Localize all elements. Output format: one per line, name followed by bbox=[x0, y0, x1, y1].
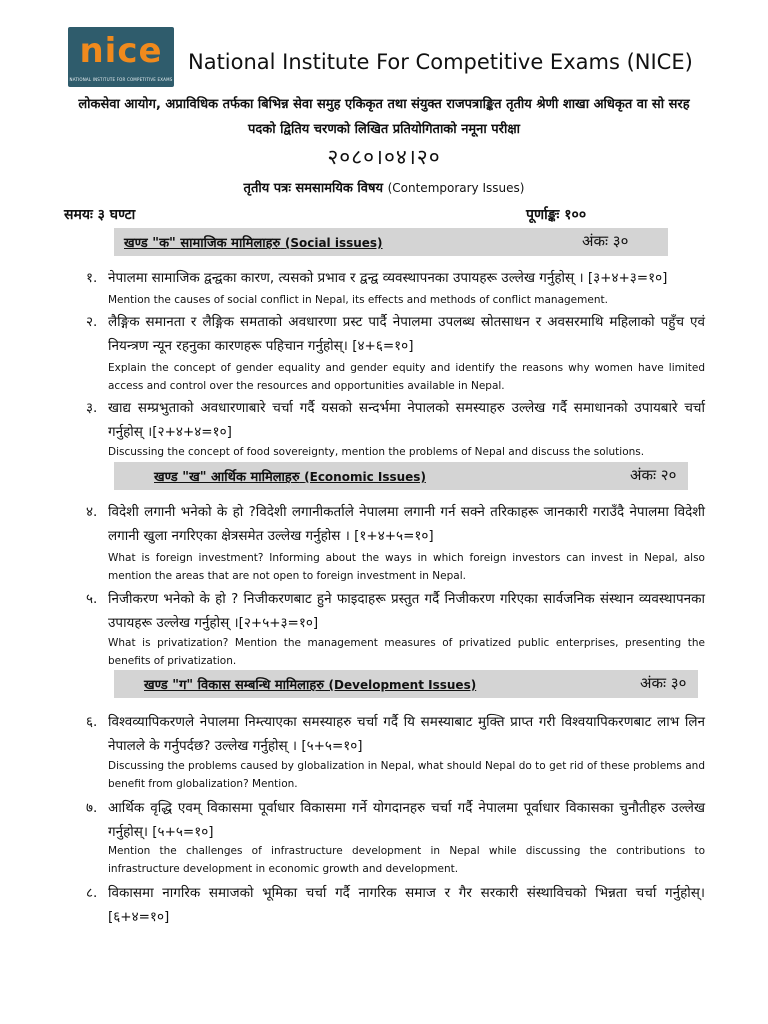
exam-intro-line-1: लोकसेवा आयोग, अप्राविधिक तर्फका बिभिन्न सेवा समुह एकिकृत तथा संयुक्त राजपत्राङ्कित तृतीय श्रेणी शाखा अधिकृत वा सो सरह bbox=[78, 97, 690, 112]
question-6-number: ६. bbox=[86, 714, 98, 730]
question-1-english: Mention the causes of social conflict in Nepal, its effects and methods of conflict management. bbox=[108, 294, 608, 306]
section-c-marks: अंकः ३० bbox=[640, 674, 687, 692]
question-5-number: ५. bbox=[86, 591, 98, 607]
exam-intro-line-2: पदको द्वितिय चरणको लिखित प्रतियोगिताको नमूना परीक्षा bbox=[247, 122, 521, 137]
exam-date: २०८०।०४।२० bbox=[327, 145, 441, 169]
question-3-text: खाद्य सम्प्रभुताको अवधारणाबारे चर्चा गर्दै यसको सन्दर्भमा नेपालको समस्याहरु उल्लेख गर्दै समाधानको उपायबारे चर्चा गर्नुहोस् ।[२+४+४=१०] bbox=[108, 400, 705, 440]
paper-title bbox=[40, 178, 728, 196]
question-6-english: Discussing the problems caused by globalization in Nepal, what should Nepal do to get rid of these problems and benefit from globalization? Mention. bbox=[108, 760, 705, 790]
question-1-number: १. bbox=[86, 270, 98, 286]
section-c-title-en: (Development Issues) bbox=[328, 678, 477, 692]
section-a-title-en: (Social issues) bbox=[284, 236, 383, 250]
section-a-marks: अंकः ३० bbox=[582, 232, 629, 250]
section-a-bar bbox=[114, 228, 668, 256]
question-7-number: ७. bbox=[86, 800, 98, 816]
question-5-english: What is privatization? Mention the management measures of privatized public enterprises, presenting the benefits of privatization. bbox=[108, 637, 705, 667]
section-b-title-np: खण्ड "ख" आर्थिक मामिलाहरु bbox=[154, 470, 300, 485]
section-c-bar bbox=[114, 670, 698, 698]
section-b-bar bbox=[114, 462, 688, 490]
section-b-marks: अंकः २० bbox=[630, 466, 677, 484]
question-4-english: What is foreign investment? Informing about the ways in which foreign investors can invest in Nepal, also mention the areas that are not open to foreign investment in Nepal. bbox=[108, 552, 705, 582]
nice-logo bbox=[68, 27, 174, 87]
question-3-number: ३. bbox=[86, 400, 98, 416]
question-6-text: विश्वव्यापिकरणले नेपालमा निम्त्याएका समस्याहरु चर्चा गर्दै यि समस्याबाट मुक्ति प्राप्त गरी विश्वयापिकरणबाट लाभ लिन नेपालले के गर्नुपर्दछ? उल्लेख गर्नुहोस् । [५+५=१०] bbox=[108, 714, 705, 754]
question-2-english: Explain the concept of gender equality and gender equity and identify the reasons why women have limited access and control over the resources and opportunities available in Nepal. bbox=[108, 362, 705, 392]
section-c-title-np: खण्ड "ग" विकास सम्बन्धि मामिलाहरु bbox=[144, 678, 325, 693]
full-marks: पूर्णाङ्कः १०० bbox=[526, 207, 587, 223]
question-2-text: लैङ्गिक समानता र लैङ्गिक समताको अवधारणा प्रस्ट पार्दै नेपालमा उपलब्ध स्रोतसाधन र अवसरमाथि महिलाको पहुँच एवं नियन्त्रण न्यून रहनुका कारणहरू पहिचान गर्नुहोस्। [४+६=१०] bbox=[108, 314, 705, 354]
question-7-english: Mention the challenges of infrastructure development in Nepal while discussing the contributions to infrastructure development in economic growth and development. bbox=[108, 845, 705, 875]
question-2-number: २. bbox=[86, 314, 98, 330]
question-4-number: ४. bbox=[86, 504, 98, 520]
section-a-title-np: खण्ड "क" सामाजिक मामिलाहरु bbox=[124, 236, 281, 251]
question-3-english: Discussing the concept of food sovereignty, mention the problems of Nepal and discuss the solutions. bbox=[108, 446, 645, 458]
logo-mark: nice bbox=[79, 31, 163, 71]
section-a-title bbox=[124, 233, 383, 251]
section-b-title bbox=[154, 467, 426, 485]
question-5-text: निजीकरण भनेको के हो ? निजीकरणबाट हुने फाइदाहरू प्रस्तुत गर्दै निजीकरण गरिएका सार्वजनिक संस्थान व्यवस्थापनका उपायहरू उल्लेख गर्नुहोस् ।[२+५+३=१०] bbox=[108, 591, 705, 631]
institute-title: National Institute For Competitive Exams (NICE) bbox=[188, 50, 693, 74]
section-b-title-en: (Economic Issues) bbox=[304, 470, 426, 484]
exam-time: समयः ३ घण्टा bbox=[64, 207, 136, 223]
question-8-number: ८. bbox=[86, 885, 98, 901]
logo-subtext: NATIONAL INSTITUTE FOR COMPETITIVE EXAMS bbox=[69, 77, 173, 82]
paper-title-np: तृतीय पत्रः समसामयिक विषय bbox=[243, 181, 384, 196]
question-8-text: विकासमा नागरिक समाजको भूमिका चर्चा गर्दै नागरिक समाज र गैर सरकारी संस्थाविचको भिन्नता चर्चा गर्नुहोस्। [६+४=१०] bbox=[108, 885, 705, 925]
section-c-title bbox=[144, 675, 476, 693]
question-1-text: नेपालमा सामाजिक द्वन्द्वका कारण, त्यसको प्रभाव र द्वन्द्व व्यवस्थापनका उपायहरू उल्लेख गर्नुहोस् । [३+४+३=१०] bbox=[108, 270, 668, 286]
paper-title-en: (Contemporary Issues) bbox=[387, 181, 525, 195]
question-4-text: विदेशी लगानी भनेको के हो ?विदेशी लगानीकर्ताले नेपालमा लगानी गर्न सक्ने तरिकाहरू जानकारी गराउँदै नेपालमा विदेशी लगानी खुला नगरिएका क्षेत्रसमेत उल्लेख गर्नुहोस । [१+४+५=१०] bbox=[108, 504, 705, 544]
question-7-text: आर्थिक वृद्धि एवम् विकासमा पूर्वाधार विकासमा गर्ने योगदानहरु चर्चा गर्दै नेपालमा पूर्वाधार विकासका चुनौतीहरु उल्लेख गर्नुहोस्। [५+५=१०] bbox=[108, 800, 705, 840]
